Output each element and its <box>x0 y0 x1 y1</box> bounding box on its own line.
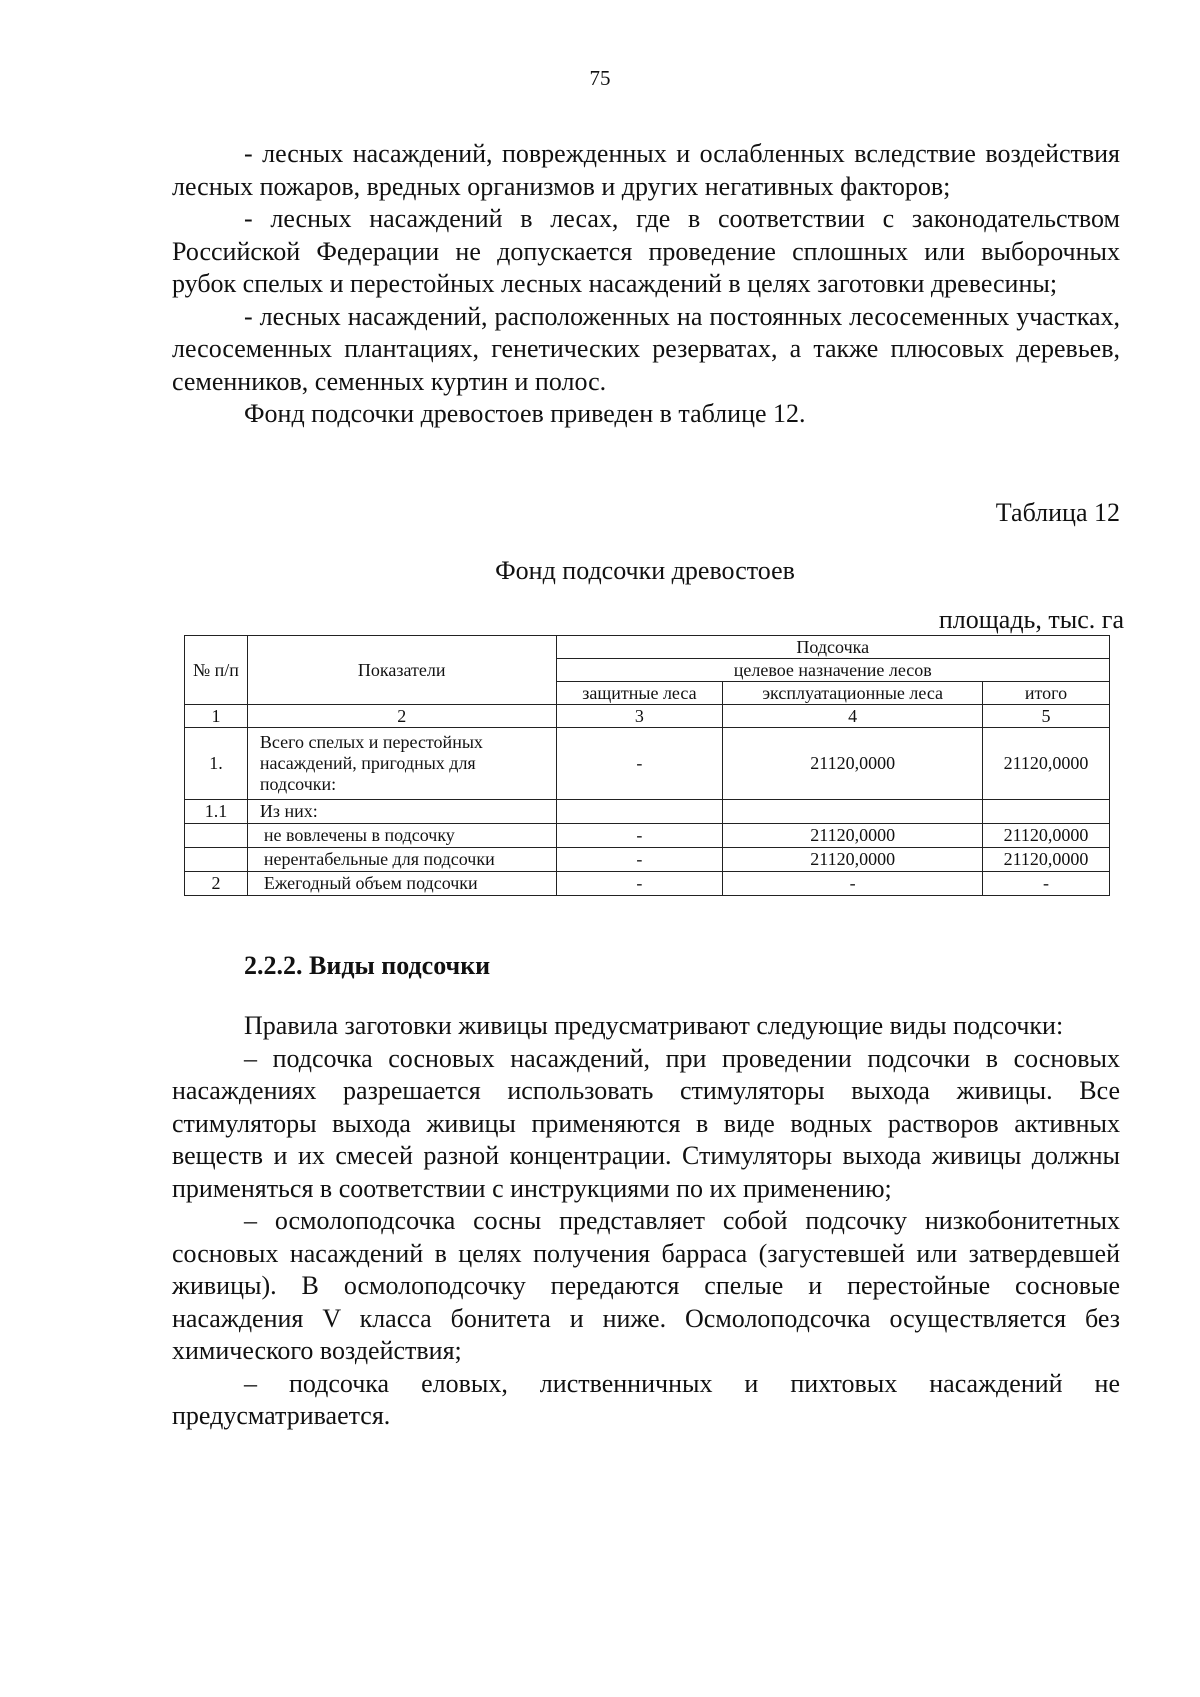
body-text-top <box>172 138 1120 431</box>
row-num <box>185 824 248 848</box>
header-total: итого <box>983 682 1110 705</box>
row-label: Из них: <box>247 800 556 824</box>
row-protective: - <box>556 728 723 800</box>
row-protective: - <box>556 848 723 872</box>
row-exploitation: 21120,0000 <box>723 728 983 800</box>
header-indicators: Показатели <box>247 636 556 705</box>
column-number: 2 <box>247 705 556 728</box>
row-num: 2 <box>185 872 248 896</box>
tapping-fund-table <box>184 635 1110 896</box>
paragraph-damaged-stands: - лесных насаждений, поврежденных и ослабленных вследствие воздействия лесных пожаров, вредных организмов и других негативных факторов; <box>172 139 1120 201</box>
table-row <box>185 872 1110 896</box>
row-num: 1.1 <box>185 800 248 824</box>
column-number: 1 <box>185 705 248 728</box>
paragraph-resin-tapping: – осмолоподсочка сосны представляет собой подсочку низкобонитетных сосновых насаждений в целях получения барраса (загустевшей или затвердевшей живицы). В осмолоподсочку передаются спелые и перестойные сосновые насаждения V класса бонитета и ниже. Осмолоподсочка осуществляется без химического воздействия; <box>172 1206 1120 1365</box>
paragraph-spruce-tapping: – подсочка еловых, лиственничных и пихтовых насаждений не предусматривается. <box>172 1368 1120 1430</box>
header-protective: защитные леса <box>556 682 723 705</box>
row-protective: - <box>556 872 723 896</box>
row-label: нерентабельные для подсочки <box>247 848 556 872</box>
column-number: 4 <box>723 705 983 728</box>
table-header-row <box>185 636 1110 659</box>
row-exploitation <box>723 800 983 824</box>
header-exploitation: эксплуатационные леса <box>723 682 983 705</box>
paragraph-tapping-rules: Правила заготовки живицы предусматривают следующие виды подсочки: <box>244 1011 1064 1040</box>
row-total: 21120,0000 <box>983 728 1110 800</box>
body-text-bottom <box>172 1010 1120 1433</box>
table-row <box>185 824 1110 848</box>
row-protective: - <box>556 824 723 848</box>
section-heading: 2.2.2. Виды подсочки <box>244 951 491 980</box>
paragraph-protected-forests: - лесных насаждений в лесах, где в соответствии с законодательством Российской Федерации не допускается проведение сплошных или выборочных рубок спелых и перестойных лесных насаждений в целях заготовки древесины; <box>172 204 1120 298</box>
row-total: - <box>983 872 1110 896</box>
column-number: 3 <box>556 705 723 728</box>
row-label: Ежегодный объем подсочки <box>247 872 556 896</box>
row-exploitation: 21120,0000 <box>723 824 983 848</box>
row-num: 1. <box>185 728 248 800</box>
row-label: не вовлечены в подсочку <box>247 824 556 848</box>
row-total <box>983 800 1110 824</box>
header-num: № п/п <box>185 636 248 705</box>
paragraph-pine-tapping: – подсочка сосновых насаждений, при проведении подсочки в сосновых насаждениях разрешается использовать стимуляторы выхода живицы. Все стимуляторы выхода живицы применяются в виде водных растворов активных веществ и их смесей разной концентрации. Стимуляторы выхода живицы должны применяться в соответствии с инструкциями по их применению; <box>172 1043 1120 1203</box>
table-row <box>185 848 1110 872</box>
table-column-numbers-row <box>185 705 1110 728</box>
paragraph-seed-stands: - лесных насаждений, расположенных на постоянных лесосеменных участках, лесосеменных плантациях, генетических резерватах, а также плюсовых деревьев, семенников, семенных куртин и полос. <box>172 301 1120 396</box>
row-label: Всего спелых и перестойных насаждений, пригодных для подсочки: <box>247 728 556 800</box>
row-total: 21120,0000 <box>983 824 1110 848</box>
page-number: 75 <box>589 66 611 90</box>
table-title: Фонд подсочки древостоев <box>495 556 795 585</box>
row-exploitation: 21120,0000 <box>723 848 983 872</box>
table-number: Таблица 12 <box>995 498 1120 527</box>
row-protective <box>556 800 723 824</box>
column-number: 5 <box>983 705 1110 728</box>
table-row <box>185 728 1110 800</box>
table-row <box>185 800 1110 824</box>
header-tapping: Подсочка <box>556 636 1109 659</box>
row-total: 21120,0000 <box>983 848 1110 872</box>
row-exploitation: - <box>723 872 983 896</box>
table-units: площадь, тыс. га <box>938 605 1124 634</box>
row-num <box>185 848 248 872</box>
header-forest-purpose: целевое назначение лесов <box>556 659 1109 682</box>
paragraph-table-reference: Фонд подсочки древостоев приведен в таблице 12. <box>244 399 806 428</box>
